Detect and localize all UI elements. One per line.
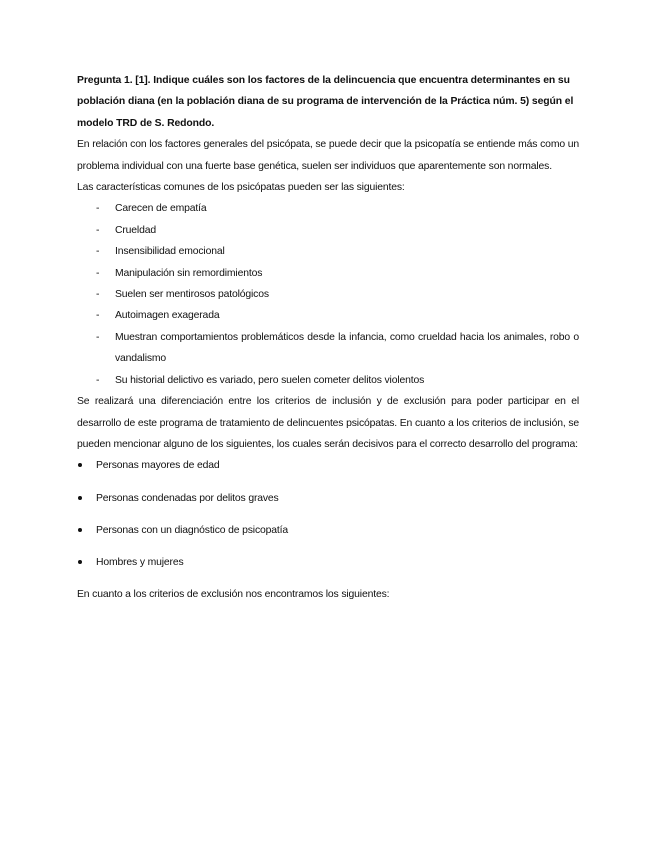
list-item	[77, 241, 579, 262]
bullet-icon	[78, 463, 82, 467]
list-item-text: Insensibilidad emocional	[115, 246, 225, 258]
characteristics-list	[77, 198, 579, 391]
list-item	[77, 220, 579, 241]
list-item	[77, 520, 579, 541]
characteristics-intro: Las características comunes de los psicópatas pueden ser las siguientes:	[77, 182, 405, 194]
list-item	[77, 198, 579, 219]
list-item-text: Personas mayores de edad	[96, 460, 220, 472]
list-item-text: Hombres y mujeres	[96, 556, 184, 568]
list-item	[77, 455, 579, 476]
exclusion-intro: En cuanto a los criterios de exclusión nos encontramos los siguientes:	[77, 589, 390, 601]
list-item	[77, 552, 579, 573]
dash-marker: -	[96, 331, 100, 343]
dash-marker: -	[96, 374, 100, 386]
list-item	[77, 305, 579, 326]
dash-marker: -	[96, 224, 100, 236]
dash-marker: -	[96, 246, 100, 258]
document-page	[77, 70, 579, 606]
intro-paragraph: En relación con los factores generales del psicópata, se puede decir que la psicopatía se entiende más como un problema individual con una fuerte base genética, suelen ser individuos que aparentemente son normales.	[77, 139, 579, 172]
question-heading: Pregunta 1. [1]. Indique cuáles son los factores de la delincuencia que encuentra determinantes en su población diana (en la población diana de su programa de intervención de la Práctica núm. 5) según el modelo TRD de S. Redondo.	[77, 75, 574, 129]
list-item	[77, 284, 579, 305]
list-item	[77, 327, 579, 370]
list-item-text: Muestran comportamientos problemáticos desde la infancia, como crueldad hacia los animales, robo o vandalismo	[115, 331, 579, 365]
bullet-icon	[78, 528, 82, 532]
list-item	[77, 488, 579, 509]
dash-marker: -	[96, 203, 100, 215]
list-item-text: Personas con un diagnóstico de psicopatía	[96, 524, 288, 536]
list-item-text: Suelen ser mentirosos patológicos	[115, 289, 269, 301]
bullet-icon	[78, 496, 82, 500]
list-item-text: Personas condenadas por delitos graves	[96, 492, 279, 504]
dash-marker: -	[96, 310, 100, 322]
list-item	[77, 370, 579, 391]
list-item-text: Manipulación sin remordimientos	[115, 267, 263, 279]
inclusion-paragraph: Se realizará una diferenciación entre los criterios de inclusión y de exclusión para poder participar en el desarrollo de este programa de tratamiento de delincuentes psicópatas. En cuanto a los criterios de inclusión, se pueden mencionar alguno de los siguientes, los cuales serán decisivos para el correcto desarrollo del programa:	[77, 396, 579, 450]
list-item-text: Carecen de empatía	[115, 203, 207, 215]
inclusion-criteria-list	[77, 455, 579, 573]
dash-marker: -	[96, 289, 100, 301]
list-item-text: Su historial delictivo es variado, pero suelen cometer delitos violentos	[115, 374, 425, 386]
list-item	[77, 263, 579, 284]
list-item-text: Autoimagen exagerada	[115, 310, 220, 322]
list-item-text: Crueldad	[115, 224, 156, 236]
bullet-icon	[78, 560, 82, 564]
dash-marker: -	[96, 267, 100, 279]
